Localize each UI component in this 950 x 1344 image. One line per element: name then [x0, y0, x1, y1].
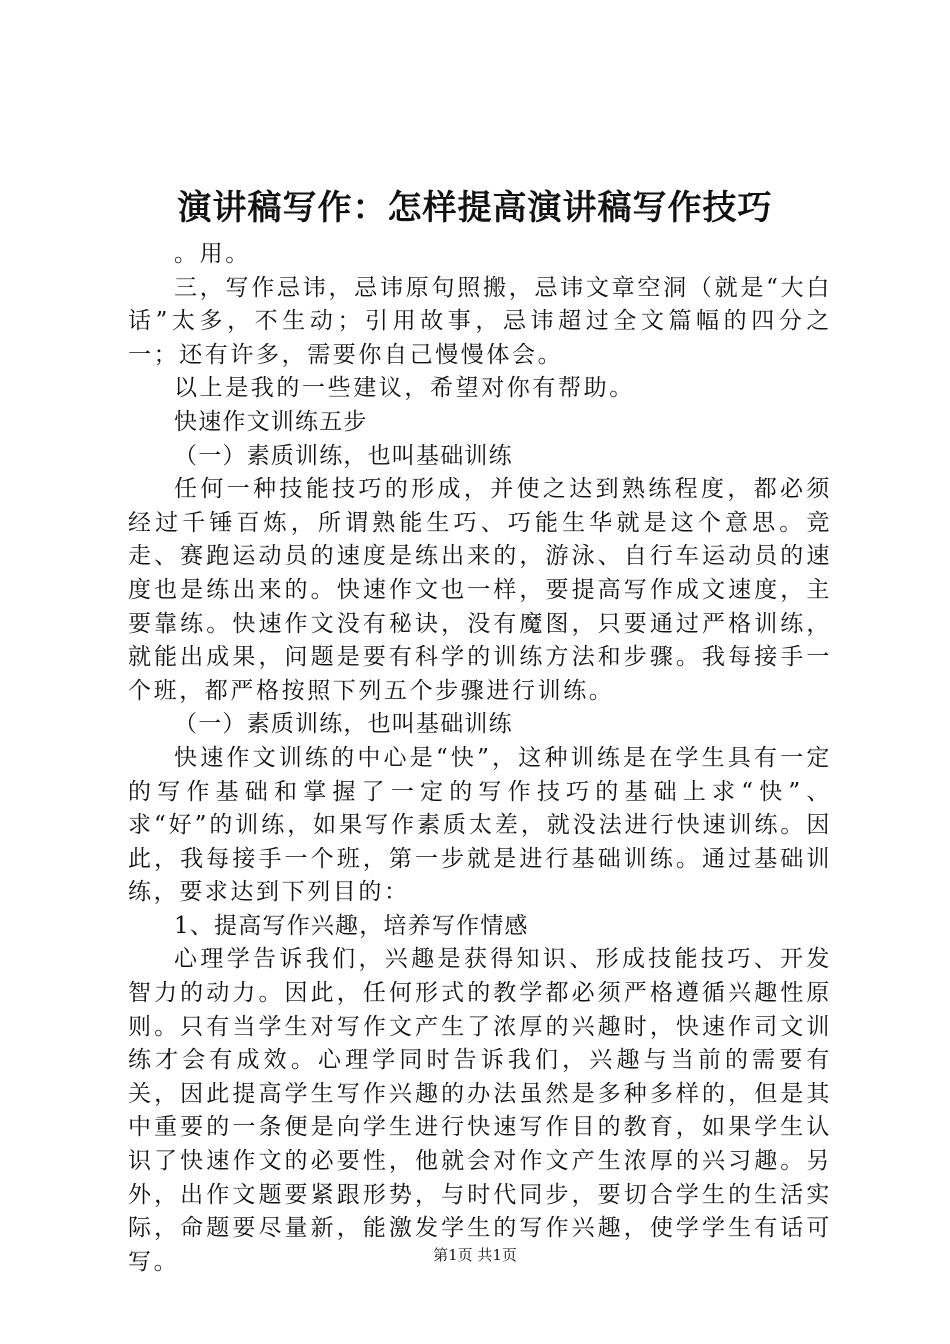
subsection-heading: （一）素质训练，也叫基础训练 — [174, 442, 513, 469]
point-heading: 1、提高写作兴趣，培养写作情感 — [174, 912, 529, 939]
paragraph-interest: 心理学告诉我们，兴趣是获得知识、形成技能技巧、开发智力的动力。因此，任何形式的教学都必须严格遵循兴趣性原则。只有当学生对写作文产生了浓厚的兴趣时，快速作司文训练才会有成效。心理学同时告诉我们，兴趣与当前的需要有关，因此提高学生写作兴趣的办法虽然是多种多样的，但是其中重要的一条便是向学生进行快速写作目的教育，如果学生认识了快速作文的必要性，他就会对作文产生浓厚的兴习趣。另外，出作文题要紧跟形势，与时代同步，要切合学生的生活实际，命题要尽量新，能激发学生的写作兴趣，使学学生有话可写。 — [128, 946, 832, 1275]
section-heading: 快速作文训练五步 — [174, 408, 368, 435]
paragraph-taboos: 三，写作忌讳，忌讳原句照搬，忌讳文章空洞（就是“大白话”太多，不生动；引用故事，忌讳超过全文篇幅的四分之一；还有许多，需要你自己慢慢体会。 — [128, 274, 832, 368]
paragraph-closing: 以上是我的一些建议，希望对你有帮助。 — [174, 375, 635, 402]
paragraph-skill-training: 任何一种技能技巧的形成，并使之达到熟练程度，都必须经过千锤百炼，所谓熟能生巧、巧能生华就是这个意思。竞走、赛跑运动员的速度是练出来的，游泳、自行车运动员的速度也是练出来的。快速作文也一样，要提高写作成文速度，主要靠练。快速作文没有秘诀，没有魔图，只要通过严格训练，就能出成果，问题是要有科学的训练方法和步骤。我每接手一个班，都严格按照下列五个步骤进行训练。 — [128, 476, 832, 704]
page-footer: 第1页 共1页 — [433, 1246, 517, 1264]
document-body — [128, 238, 832, 1279]
subsection-heading-repeat: （一）素质训练，也叫基础训练 — [174, 711, 513, 738]
paragraph-fragment: 。用。 — [174, 241, 251, 267]
document-title: 演讲稿写作：怎样提高演讲稿写作技巧 — [177, 188, 773, 228]
paragraph-fast-writing: 快速作文训练的中心是“快”，这种训练是在学生具有一定的写作基础和掌握了一定的写作技巧的基础上求“快”、求“好”的训练，如果写作素质太差，就没法进行快速训练。因此，我每接手一个班，第一步就是进行基础训练。通过基础训练，要求达到下列目的： — [128, 744, 832, 906]
